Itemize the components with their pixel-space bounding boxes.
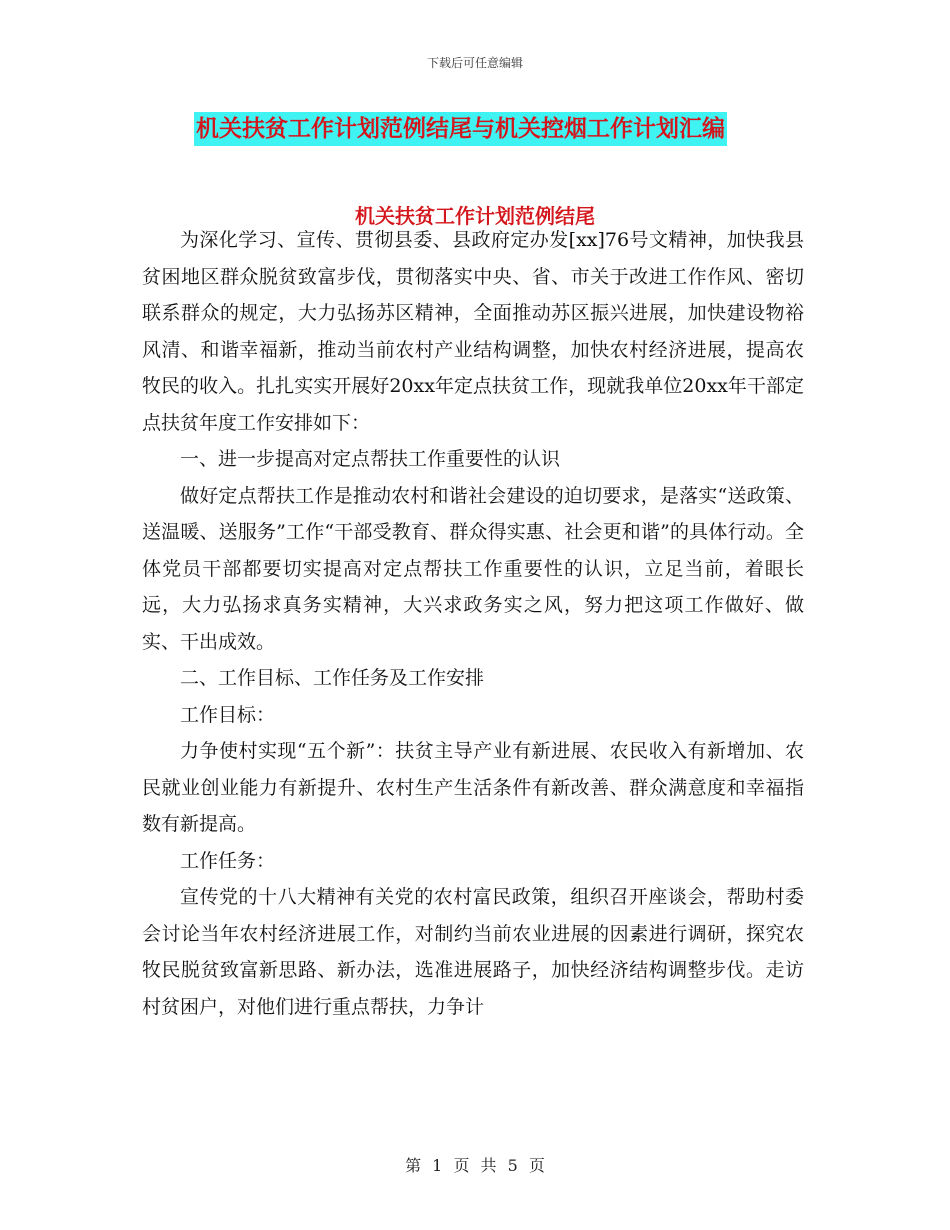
document-main-title: 机关扶贫工作计划范例结尾与机关控烟工作计划汇编 [194, 112, 727, 146]
paragraph-intro: 为深化学习、宣传、贯彻县委、县政府定办发[xx]76号文精神，加快我县贫困地区群众脱贫致富步伐，贯彻落实中央、省、市关于改进工作作风、密切联系群众的规定，大力弘扬苏区精神，全面推动苏区振兴进展，加快建设物裕风清、和谐幸福新，推动当前农村产业结构调整，加快农村经济进展，提高农牧民的收入。扎扎实实开展好20xx年定点扶贫工作，现就我单位20xx年干部定点扶贫年度工作安排如下： [142, 229, 804, 434]
document-body [142, 222, 804, 1025]
paragraph-tasks-label: 工作任务： [180, 849, 276, 872]
paragraph-body-1: 做好定点帮扶工作是推动农村和谐社会建设的迫切要求，是落实“送政策、送温暖、送服务”工作“干部受教育、群众得实惠、社会更和谐”的具体行动。全体党员干部都要切实提高对定点帮扶工作重要性的认识，立足当前，着眼长远，大力弘扬求真务实精神，大兴求政务实之风，努力把这项工作做好、做实、干出成效。 [142, 484, 804, 653]
header-note: 下载后可任意编辑 [426, 56, 523, 70]
paragraph-goals-label: 工作目标： [180, 703, 276, 726]
paragraph-heading-1: 一、进一步提高对定点帮扶工作重要性的认识 [180, 448, 561, 470]
paragraph-tasks-body: 宣传党的十八大精神有关党的农村富民政策，组织召开座谈会，帮助村委会讨论当年农村经济进展工作，对制约当前农业进展的因素进行调研，探究农牧民脱贫致富新思路、新办法，选准进展路子，加快经济结构调整步伐。走访村贫困户，对他们进行重点帮扶，力争计 [142, 886, 804, 1018]
section-title: 机关扶贫工作计划范例结尾 [355, 204, 595, 228]
paragraph-goals-body: 力争使村实现“五个新”：扶贫主导产业有新进展、农民收入有新增加、农民就业创业能力有新提升、农村生产生活条件有新改善、群众满意度和幸福指数有新提高。 [142, 740, 804, 835]
paragraph-heading-2: 二、工作目标、工作任务及工作安排 [180, 667, 485, 689]
page-footer: 第 1 页 共 5 页 [405, 1156, 545, 1175]
